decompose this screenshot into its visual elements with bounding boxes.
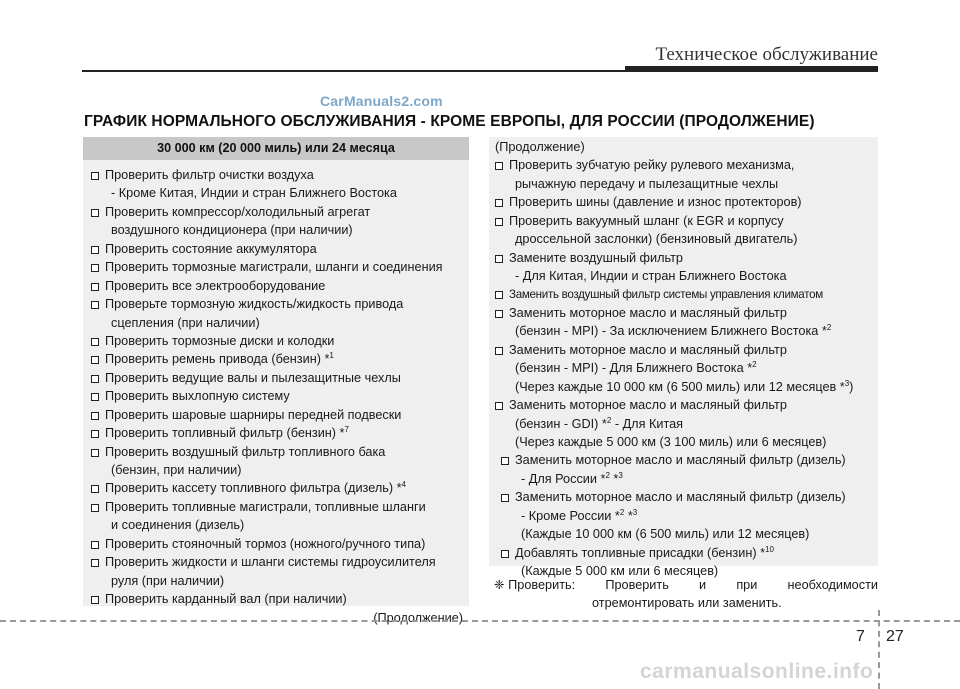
page-title: ГРАФИК НОРМАЛЬНОГО ОБСЛУЖИВАНИЯ - КРОМЕ ЕВРОПЫ, ДЛЯ РОССИИ (ПРОДОЛЖЕНИЕ) xyxy=(84,113,815,130)
checkbox-icon xyxy=(91,559,99,567)
list-item: - Для России *$^2$ *$^3$ xyxy=(521,470,623,486)
checkbox-icon xyxy=(495,199,503,207)
list-item: рычажную передачу и пылезащитные чехлы xyxy=(515,176,779,191)
checkbox-icon xyxy=(91,412,99,420)
list-item: Проверить ведущие валы и пылезащитные чехлы xyxy=(91,369,469,387)
checkbox-icon xyxy=(91,504,99,512)
page-number: 27 xyxy=(886,628,904,645)
checkbox-icon xyxy=(91,449,99,457)
list-item: руля (при наличии) xyxy=(111,573,225,588)
footer-divider xyxy=(0,620,960,622)
footnote-ref: 2 xyxy=(826,323,832,333)
checkbox-icon xyxy=(91,375,99,383)
continued-label: (Продолжение) xyxy=(373,610,463,625)
list-item: - Для Китая, Индии и стран Ближнего Востока xyxy=(515,269,787,284)
list-item: Проверить вакуумный шланг (к EGR и корпусу xyxy=(495,212,878,230)
checkbox-icon xyxy=(91,393,99,401)
footnote-ref: 2 xyxy=(619,507,625,517)
checkbox-icon xyxy=(91,264,99,272)
list-item: воздушного кондиционера (при наличии) xyxy=(111,223,353,238)
list-item: Заменить моторное масло и масляный фильтр (дизель) xyxy=(495,488,878,506)
left-list xyxy=(83,160,469,627)
footnote-ref: 2 xyxy=(752,360,757,370)
checkbox-icon xyxy=(91,209,99,217)
list-item: Заменить моторное масло и масляный фильтр (дизель) xyxy=(495,451,878,469)
footnote-ref: 10 xyxy=(765,544,774,554)
page-number-separator xyxy=(878,610,880,689)
list-item: Проверить воздушный фильтр топливного бака xyxy=(91,443,469,461)
list-item: сцепления (при наличии) xyxy=(111,315,260,330)
footnote-line-1: ❈ Проверить: Проверить и при необходимости xyxy=(494,578,878,592)
checkbox-icon xyxy=(501,550,509,558)
list-item: Проверить состояние аккумулятора xyxy=(91,240,469,258)
list-item: (Через каждые 10 000 км (6 500 миль) или 12 месяцев *$^3$) xyxy=(515,378,854,394)
list-item: Проверить карданный вал (при наличии) xyxy=(91,590,469,608)
checkbox-icon xyxy=(501,494,509,502)
footnote-ref: 7 xyxy=(344,425,349,435)
checkbox-icon xyxy=(91,283,99,291)
checkbox-icon xyxy=(91,301,99,309)
list-item: (бензин - MPI) - За исключением Ближнего Востока *$^2$ xyxy=(515,323,832,339)
list-item: - Кроме России *$^2$ *$^3$ xyxy=(521,507,638,523)
list-item: Проверить компрессор/холодильный агрегат xyxy=(91,203,469,221)
checkbox-icon xyxy=(91,485,99,493)
checkbox-icon xyxy=(495,402,503,410)
footnote-symbol-icon: ❈ xyxy=(494,578,505,592)
checkbox-icon xyxy=(91,541,99,549)
watermark-bottom: carmanualsonline.info xyxy=(640,660,874,683)
checkbox-icon xyxy=(495,310,503,318)
list-item: Заменить моторное масло и масляный фильтр xyxy=(495,304,878,322)
header-rule-accent xyxy=(625,66,878,70)
list-item: Проверить тормозные диски и колодки xyxy=(91,332,469,350)
footnote-ref: 1 xyxy=(329,351,334,361)
list-item: (бензин - MPI) - Для Ближнего Востока *$^2$ xyxy=(515,360,757,376)
footnote xyxy=(494,576,878,612)
list-item: Проверить шины (давление и износ протекторов) xyxy=(495,193,878,211)
checkbox-icon xyxy=(495,291,503,299)
list-item: Проверить ремень привода (бензин) *$^1$ xyxy=(91,350,469,368)
footnote-line-2: отремонтировать или заменить. xyxy=(592,596,782,610)
list-item: Заменить моторное масло и масляный фильтр xyxy=(495,396,878,414)
checkbox-icon xyxy=(495,255,503,263)
checkbox-icon xyxy=(91,172,99,180)
footnote-ref: 2 xyxy=(606,415,612,425)
list-item: Проверить жидкости и шланги системы гидроусилителя xyxy=(91,553,469,571)
list-item: Проверить фильтр очистки воздуха xyxy=(91,166,469,184)
footnote-ref: 3 xyxy=(618,470,623,480)
list-item: Замените воздушный фильтр xyxy=(495,249,878,267)
list-item: и соединения (дизель) xyxy=(111,518,245,533)
checkbox-icon xyxy=(495,162,503,170)
list-item: дроссельной заслонки) (бензиновый двигатель) xyxy=(515,232,798,247)
footnote-ref: 3 xyxy=(632,507,638,517)
checkbox-icon xyxy=(91,246,99,254)
section-title: Техническое обслуживание xyxy=(655,44,878,65)
list-item: Проверить топливные магистрали, топливные шланги xyxy=(91,498,469,516)
header-rule xyxy=(82,70,878,72)
chapter-number: 7 xyxy=(856,628,865,645)
list-item: Проверить выхлопную систему xyxy=(91,387,469,405)
list-item: (бензин, при наличии) xyxy=(111,463,242,477)
list-item: Проверьте тормозную жидкость/жидкость привода xyxy=(91,295,469,313)
list-item: Проверить тормозные магистрали, шланги и соединения xyxy=(91,258,469,276)
list-item: Проверить топливный фильтр (бензин) *$^7$ xyxy=(91,424,469,442)
footnote-ref: 2 xyxy=(605,470,610,480)
continued-label: (Продолжение) xyxy=(495,140,585,154)
checkbox-icon xyxy=(91,338,99,346)
list-item: Проверить стояночный тормоз (ножного/ручного типа) xyxy=(91,535,469,553)
list-item: (Каждые 10 000 км (6 500 миль) или 12 месяцев) xyxy=(521,527,810,542)
right-list xyxy=(489,137,878,581)
checkbox-icon xyxy=(501,457,509,465)
list-item: Проверить зубчатую рейку рулевого механизма, xyxy=(495,156,878,174)
list-item: (Через каждые 5 000 км (3 100 миль) или 6 месяцев) xyxy=(515,435,827,449)
interval-header: 30 000 км (20 000 миль) или 24 месяца xyxy=(83,137,469,160)
watermark-top: CarManuals2.com xyxy=(320,93,443,109)
left-column xyxy=(83,137,469,625)
list-item: (бензин - GDI) *$^2$ - Для Китая xyxy=(515,415,684,431)
list-item: Проверить все электрооборудование xyxy=(91,277,469,295)
checkbox-icon xyxy=(91,430,99,438)
list-item: Проверить кассету топливного фильтра (дизель) *$^4$ xyxy=(91,479,469,497)
list-item: Добавлять топливные присадки (бензин) *$^{10}$ xyxy=(495,544,878,562)
list-item: Заменить воздушный фильтр системы управления климатом xyxy=(495,286,878,304)
checkbox-icon xyxy=(91,356,99,364)
list-item: Проверить шаровые шарниры передней подвески xyxy=(91,406,469,424)
list-item: - Кроме Китая, Индии и стран Ближнего Востока xyxy=(111,186,397,201)
checkbox-icon xyxy=(91,596,99,604)
footnote-ref: 4 xyxy=(401,480,406,490)
list-item: Заменить моторное масло и масляный фильтр xyxy=(495,341,878,359)
right-column xyxy=(489,137,878,579)
list-item: (Каждые 5 000 км или 6 месяцев) xyxy=(521,564,719,579)
checkbox-icon xyxy=(495,347,503,355)
footnote-ref: 3 xyxy=(844,378,850,388)
checkbox-icon xyxy=(495,218,503,226)
